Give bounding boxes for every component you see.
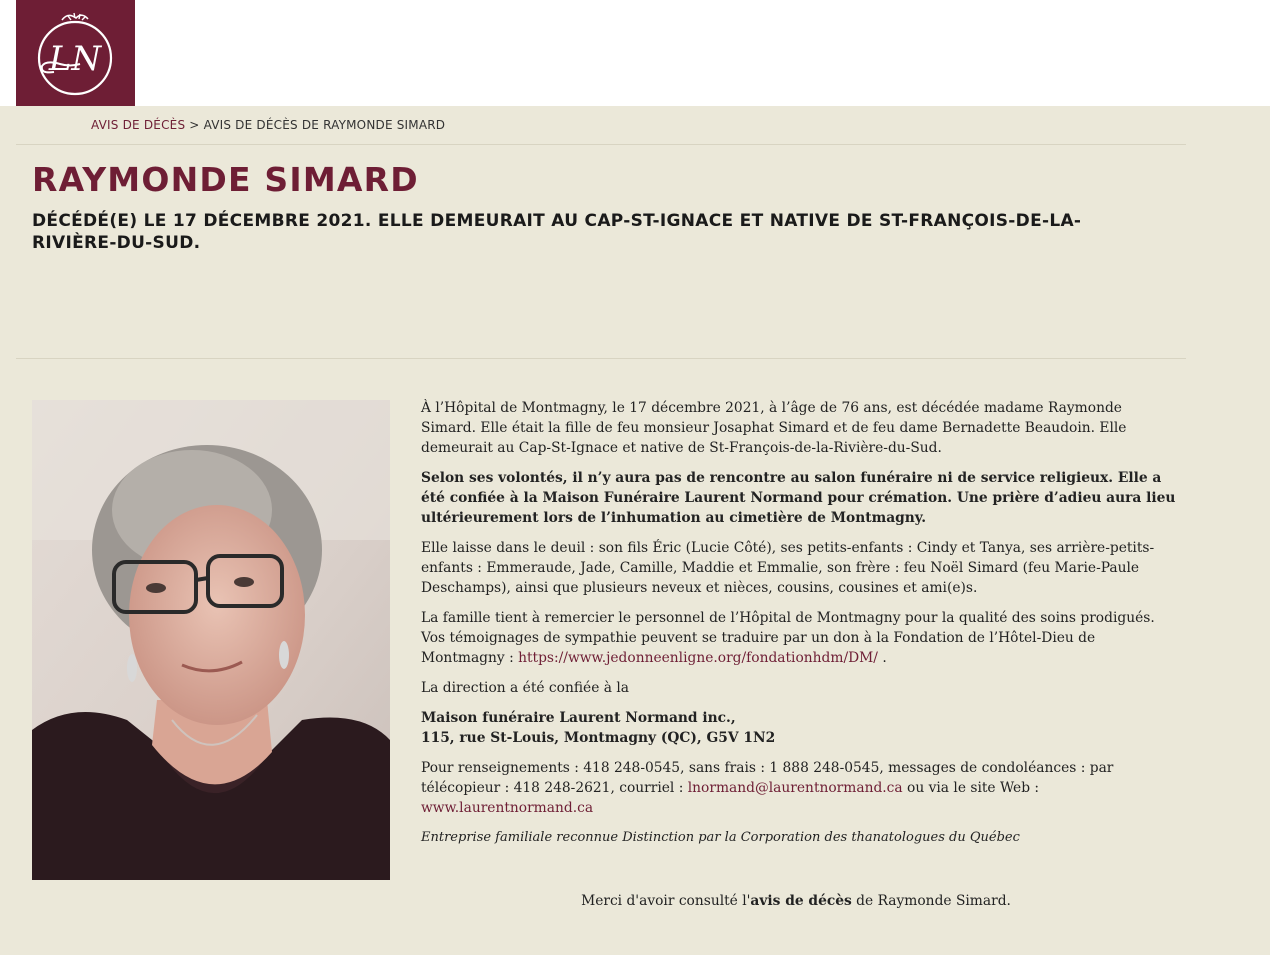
thanks-text-post: de Raymonde Simard. [851, 893, 1011, 909]
website-link[interactable]: www.laurentnormand.ca [421, 800, 594, 816]
obituary-text [421, 398, 1176, 858]
funeral-home-name: Maison funéraire Laurent Normand inc., [421, 710, 736, 726]
obituary-paragraph-contact [421, 758, 1176, 818]
email-link[interactable]: lnormand@laurentnormand.ca [687, 780, 903, 796]
funeral-home-address [421, 708, 1176, 748]
deceased-portrait-photo [32, 400, 390, 880]
obituary-paragraph-direction: La direction a été confiée à la [421, 680, 629, 696]
donation-link[interactable]: https://www.jedonneenligne.org/fondationhdm/DM/ [518, 650, 878, 666]
obituary-paragraph: À l’Hôpital de Montmagny, le 17 décembre 2021, à l’âge de 76 ans, est décédée madame Raymonde Simard. Elle était la fille de feu monsieur Josaphat Simard et de feu dame Bernadette Beaudoin. Elle demeurait au Cap-St-Ignace et native de St-François-de-la-Rivière-du-Sud. [421, 400, 1127, 456]
ln-monogram-icon [16, 0, 135, 106]
funeral-home-street: 115, rue St-Louis, Montmagny (QC), G5V 1N2 [421, 730, 776, 746]
logo-monogram: LN [48, 39, 102, 79]
main-content [0, 106, 1270, 955]
distinction-note: Entreprise familiale reconnue Distinction par la Corporation des thanatologues du Québec [421, 830, 1020, 845]
site-header [0, 0, 1270, 106]
donation-text: La famille tient à remercier le personnel de l’Hôpital de Montmagny pour la qualité des soins prodigués. Vos témoignages de sympathie peuvent se traduire par un don à la Fondation de l’Hôtel-Dieu de Montmagny : [421, 610, 1155, 666]
obituary-paragraph-wishes: Selon ses volontés, il n’y aura pas de rencontre au salon funéraire ni de service religieux. Elle a été confiée à la Maison Funéraire Laurent Normand pour crémation. Une prière d’adieu aura lieu ultérieurement lors de l’inhumation au cimetière de Montmagny. [421, 470, 1176, 526]
obituary-paragraph-family: Elle laisse dans le deuil : son fils Éric (Lucie Côté), ses petits-enfants : Cindy et Tanya, ses arrière-petits-enfants : Emmeraude, Jade, Camille, Maddie et Emmalie, son frère : feu Noël Simard (feu Marie-Paule Deschamps), ainsi que plusieurs neveux et nièces, cousins, cousines et ami(e)s. [421, 540, 1155, 596]
donation-end: . [877, 650, 887, 666]
obituary-paragraph-donation [421, 608, 1176, 668]
breadcrumb-current: AVIS DE DÉCÈS DE RAYMONDE SIMARD [203, 118, 446, 132]
death-subtitle: DÉCÉDÉ(E) LE 17 DÉCEMBRE 2021. ELLE DEMEURAIT AU CAP-ST-IGNACE ET NATIVE DE ST-FRANÇOIS-DE-LA-RIVIÈRE-DU-SUD. [32, 211, 1082, 253]
breadcrumb-separator: > [185, 118, 204, 132]
contact-mid: ou via le site Web : [902, 780, 1040, 796]
breadcrumb-home-link[interactable]: AVIS DE DÉCÈS [91, 118, 186, 132]
divider [16, 358, 1186, 359]
contact-text: Pour renseignements : 418 248-0545, sans frais : 1 888 248-0545, messages de condoléances : par télécopieur : 418 248-2621, courriel : [421, 760, 1114, 796]
thanks-footer [0, 893, 1270, 909]
breadcrumb [91, 118, 445, 132]
page-title: RAYMONDE SIMARD [32, 160, 419, 199]
divider [16, 144, 1186, 145]
thanks-text-pre: Merci d'avoir consulté l' [581, 893, 751, 909]
funeral-home-logo[interactable] [16, 0, 135, 106]
thanks-text-bold: avis de décès [750, 893, 852, 909]
